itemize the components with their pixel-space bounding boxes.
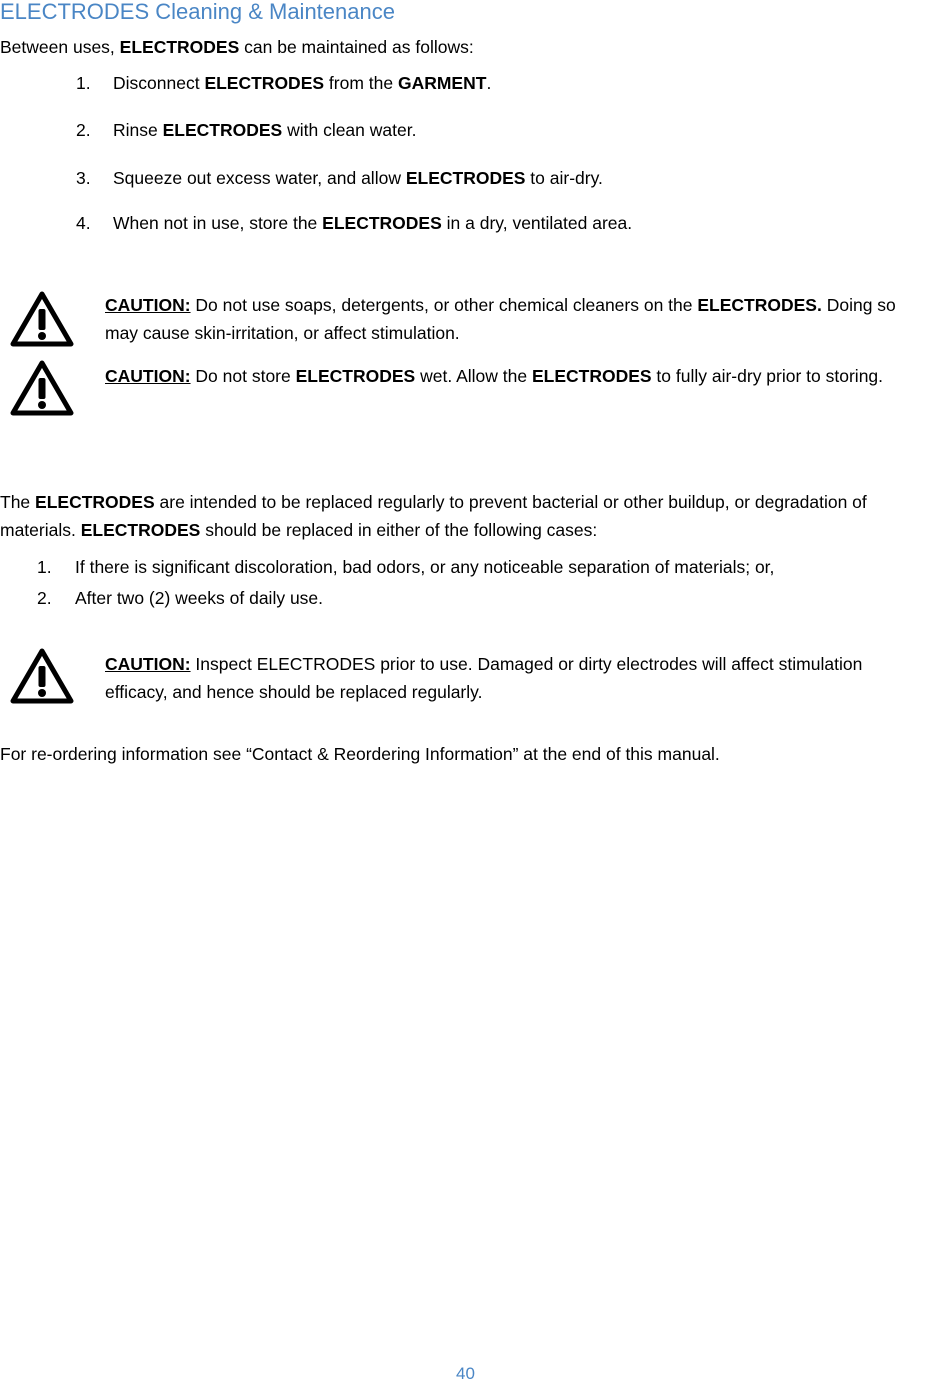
step-3-number: 3. bbox=[76, 168, 91, 188]
step-2-text: Rinse ELECTRODES with clean water. bbox=[113, 120, 417, 140]
caution-storage: CAUTION: Do not store ELECTRODES wet. Allow the ELECTRODES to fully air-dry prior to storing. bbox=[105, 366, 884, 386]
step-2-number: 2. bbox=[76, 120, 91, 140]
replace-item-2-text: After two (2) weeks of daily use. bbox=[75, 588, 324, 608]
caution-soaps: CAUTION: Do not use soaps, detergents, or other chemical cleaners on the ELECTRODES. Doing so may cause skin-irritation, or affect stimulation. bbox=[105, 295, 896, 343]
page-number: 40 bbox=[456, 1364, 475, 1383]
replace-item-1-text: If there is significant discoloration, bad odors, or any noticeable separation of materials; or, bbox=[75, 557, 775, 577]
warning-triangle-icon bbox=[10, 360, 74, 416]
section-heading: ELECTRODES Cleaning & Maintenance bbox=[0, 0, 395, 24]
replace-item-1-number: 1. bbox=[37, 557, 52, 577]
step-4-text: When not in use, store the ELECTRODES in a dry, ventilated area. bbox=[113, 213, 633, 233]
replace-item-2-number: 2. bbox=[37, 588, 52, 608]
warning-triangle-icon bbox=[10, 291, 74, 347]
replacement-paragraph: The ELECTRODES are intended to be replaced regularly to prevent bacterial or other buildup, or degradation of materials. ELECTRODES should be replaced in either of the following cases: bbox=[0, 492, 867, 540]
step-4-number: 4. bbox=[76, 213, 91, 233]
reorder-info: For re-ordering information see “Contact & Reordering Information” at the end of this manual. bbox=[0, 744, 720, 764]
step-1-text: Disconnect ELECTRODES from the GARMENT. bbox=[113, 73, 492, 93]
intro-text: Between uses, ELECTRODES can be maintained as follows: bbox=[0, 37, 474, 57]
caution-inspect: CAUTION: Inspect ELECTRODES prior to use. Damaged or dirty electrodes will affect stimulation efficacy, and hence should be replaced regularly. bbox=[105, 654, 863, 702]
warning-triangle-icon bbox=[10, 648, 74, 704]
step-1-number: 1. bbox=[76, 73, 91, 93]
step-3-text: Squeeze out excess water, and allow ELECTRODES to air-dry. bbox=[113, 168, 603, 188]
